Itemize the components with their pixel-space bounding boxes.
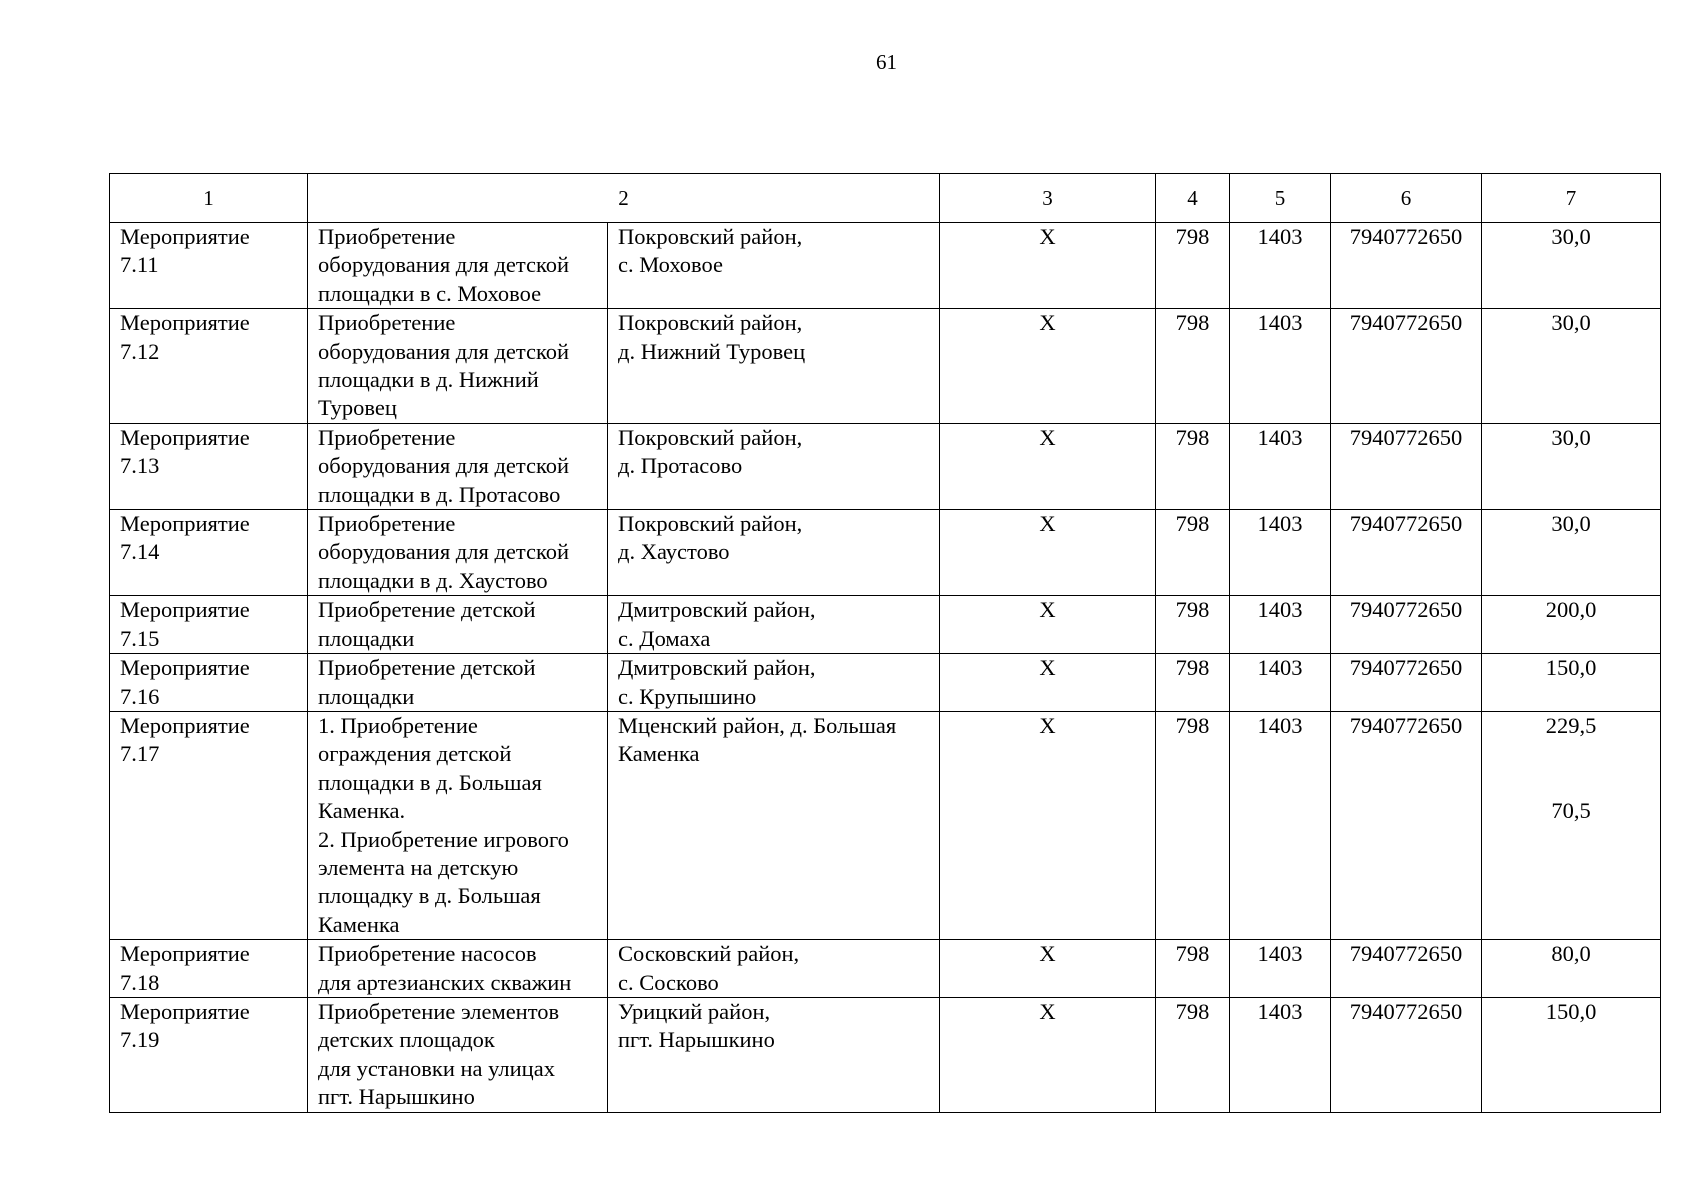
col6-cell: 7940772650: [1331, 309, 1482, 424]
header-cell: 5: [1230, 174, 1331, 223]
event-line: 7.15: [120, 625, 160, 651]
event-line: Мероприятие: [120, 511, 250, 537]
col4-cell: 798: [1156, 997, 1230, 1112]
event-cell: [110, 510, 308, 596]
location-line: с. Моховое: [618, 252, 723, 278]
event-line: 7.14: [120, 539, 160, 565]
amount-value: 70,5: [1551, 798, 1591, 824]
header-row: [110, 174, 1661, 223]
col5-cell: 1403: [1230, 309, 1331, 424]
description-line: Приобретение: [318, 224, 456, 249]
location-line: с. Крупышино: [618, 683, 757, 709]
col5-cell: 1403: [1230, 423, 1331, 509]
location-line: Покровский район,: [618, 511, 803, 537]
table-row: [110, 596, 1661, 654]
col5-cell: 1403: [1230, 510, 1331, 596]
description-line: 2. Приобретение игрового: [318, 826, 569, 852]
description-line: оборудования для детской: [318, 453, 570, 479]
col4-cell: 798: [1156, 309, 1230, 424]
header-cell: 2: [308, 174, 940, 223]
amount-cell: [1482, 711, 1661, 939]
col5-cell: 1403: [1230, 223, 1331, 309]
event-cell: [110, 423, 308, 509]
col3-cell: X: [940, 309, 1156, 424]
location-line: с. Домаха: [618, 625, 711, 651]
table-row: [110, 309, 1661, 424]
description-cell: [308, 711, 608, 939]
page-number: 61: [876, 50, 897, 74]
description-line: для артезианских скважин: [318, 969, 572, 995]
col6-cell: 7940772650: [1331, 997, 1482, 1112]
col4-cell: 798: [1156, 711, 1230, 939]
location-cell: [608, 309, 940, 424]
event-cell: [110, 309, 308, 424]
col6-cell: 7940772650: [1331, 940, 1482, 998]
col3-cell: X: [940, 711, 1156, 939]
table-row: [110, 997, 1661, 1112]
description-cell: [308, 997, 608, 1112]
description-line: площадки в д. Протасово: [318, 481, 561, 507]
header-cell: 1: [110, 174, 308, 223]
description-cell: [308, 940, 608, 998]
amount-cell: [1482, 596, 1661, 654]
location-cell: [608, 940, 940, 998]
col5-cell: 1403: [1230, 654, 1331, 712]
event-line: 7.17: [120, 741, 160, 767]
event-line: 7.19: [120, 1027, 160, 1053]
table-row: [110, 940, 1661, 998]
location-line: Покровский район,: [618, 310, 803, 336]
col4-cell: 798: [1156, 510, 1230, 596]
description-line: площадки в д. Нижний: [318, 367, 539, 393]
location-cell: [608, 711, 940, 939]
table-row: [110, 223, 1661, 309]
event-line: Мероприятие: [120, 655, 250, 681]
description-line: Приобретение: [318, 424, 456, 450]
budget-table: [109, 173, 1661, 1113]
location-line: д. Нижний Туровец: [618, 338, 806, 364]
location-line: Урицкий район,: [618, 998, 771, 1024]
location-line: Дмитровский район,: [618, 655, 816, 681]
amount-value: 200,0: [1545, 597, 1597, 623]
location-cell: [608, 510, 940, 596]
amount-value: 30,0: [1551, 424, 1591, 450]
col3-cell: X: [940, 223, 1156, 309]
event-cell: [110, 654, 308, 712]
description-cell: [308, 596, 608, 654]
col6-cell: 7940772650: [1331, 596, 1482, 654]
description-line: Приобретение детской: [318, 655, 536, 681]
description-line: площадки в д. Хаустово: [318, 567, 548, 593]
col6-cell: 7940772650: [1331, 711, 1482, 939]
description-line: площадки: [318, 625, 415, 651]
description-cell: [308, 223, 608, 309]
description-line: Приобретение элементов: [318, 998, 560, 1024]
location-line: Мценский район, д. Большая: [618, 712, 897, 738]
col4-cell: 798: [1156, 223, 1230, 309]
description-line: Каменка: [318, 911, 400, 937]
description-line: 1. Приобретение: [318, 712, 478, 738]
description-line: оборудования для детской: [318, 252, 570, 278]
col6-cell: 7940772650: [1331, 510, 1482, 596]
event-line: Мероприятие: [120, 310, 250, 336]
amount-cell: [1482, 654, 1661, 712]
header-cell: 3: [940, 174, 1156, 223]
amount-cell: [1482, 510, 1661, 596]
col4-cell: 798: [1156, 940, 1230, 998]
description-line: площадку в д. Большая: [318, 883, 541, 909]
col4-cell: 798: [1156, 654, 1230, 712]
table-row: [110, 423, 1661, 509]
description-line: Приобретение: [318, 310, 456, 336]
col5-cell: 1403: [1230, 940, 1331, 998]
location-line: пгт. Нарышкино: [618, 1027, 775, 1053]
event-line: Мероприятие: [120, 597, 250, 623]
amount-cell: [1482, 223, 1661, 309]
location-cell: [608, 654, 940, 712]
location-line: Каменка: [618, 741, 700, 767]
description-cell: [308, 654, 608, 712]
event-cell: [110, 223, 308, 309]
col3-cell: X: [940, 510, 1156, 596]
description-line: площадки: [318, 683, 415, 709]
col6-cell: 7940772650: [1331, 654, 1482, 712]
description-line: для установки на улицах: [318, 1055, 555, 1081]
header-cell: 7: [1482, 174, 1661, 223]
description-cell: [308, 510, 608, 596]
location-line: д. Протасово: [618, 453, 743, 479]
col3-cell: X: [940, 423, 1156, 509]
event-line: 7.16: [120, 683, 160, 709]
description-line: пгт. Нарышкино: [318, 1084, 475, 1110]
description-line: площадки в д. Большая: [318, 769, 542, 795]
location-line: Покровский район,: [618, 424, 803, 450]
amount-value: 30,0: [1551, 224, 1591, 249]
event-line: Мероприятие: [120, 224, 250, 249]
event-cell: [110, 596, 308, 654]
location-line: Дмитровский район,: [618, 597, 816, 623]
description-line: Каменка.: [318, 798, 406, 824]
col6-cell: 7940772650: [1331, 423, 1482, 509]
description-line: элемента на детскую: [318, 854, 519, 880]
location-line: Сосковский район,: [618, 941, 800, 967]
description-line: Приобретение насосов: [318, 941, 537, 967]
amount-cell: [1482, 423, 1661, 509]
description-line: оборудования для детской: [318, 338, 570, 364]
table-row: [110, 711, 1661, 939]
header-cell: 4: [1156, 174, 1230, 223]
amount-value: 229,5: [1545, 712, 1597, 738]
col4-cell: 798: [1156, 596, 1230, 654]
location-cell: [608, 997, 940, 1112]
event-line: Мероприятие: [120, 712, 250, 738]
event-line: 7.12: [120, 338, 160, 364]
description-cell: [308, 423, 608, 509]
event-line: Мероприятие: [120, 941, 250, 967]
event-line: 7.18: [120, 969, 160, 995]
col3-cell: X: [940, 654, 1156, 712]
col4-cell: 798: [1156, 423, 1230, 509]
amount-value: 30,0: [1551, 511, 1591, 537]
location-line: с. Сосково: [618, 969, 719, 995]
col3-cell: X: [940, 596, 1156, 654]
col5-cell: 1403: [1230, 997, 1331, 1112]
location-line: д. Хаустово: [618, 539, 730, 565]
location-cell: [608, 223, 940, 309]
location-cell: [608, 596, 940, 654]
amount-cell: [1482, 997, 1661, 1112]
description-line: Приобретение: [318, 511, 456, 537]
event-cell: [110, 997, 308, 1112]
description-line: площадки в с. Моховое: [318, 280, 542, 306]
description-line: детских площадок: [318, 1027, 495, 1053]
description-line: Приобретение детской: [318, 597, 536, 623]
event-cell: [110, 711, 308, 939]
header-cell: 6: [1331, 174, 1482, 223]
location-line: Покровский район,: [618, 224, 803, 249]
description-cell: [308, 309, 608, 424]
description-line: оборудования для детской: [318, 539, 570, 565]
col5-cell: 1403: [1230, 711, 1331, 939]
event-line: 7.11: [120, 252, 159, 278]
event-line: Мероприятие: [120, 998, 250, 1024]
col6-cell: 7940772650: [1331, 223, 1482, 309]
amount-value: 80,0: [1551, 941, 1591, 967]
col5-cell: 1403: [1230, 596, 1331, 654]
table-row: [110, 654, 1661, 712]
description-line: ограждения детской: [318, 741, 512, 767]
col3-cell: X: [940, 940, 1156, 998]
description-line: Туровец: [318, 395, 397, 421]
amount-cell: [1482, 309, 1661, 424]
col3-cell: X: [940, 997, 1156, 1112]
event-cell: [110, 940, 308, 998]
amount-value: 150,0: [1545, 998, 1597, 1024]
event-line: 7.13: [120, 453, 160, 479]
amount-value: 30,0: [1551, 310, 1591, 336]
event-line: Мероприятие: [120, 424, 250, 450]
location-cell: [608, 423, 940, 509]
amount-value: 150,0: [1545, 655, 1597, 681]
table-row: [110, 510, 1661, 596]
amount-cell: [1482, 940, 1661, 998]
